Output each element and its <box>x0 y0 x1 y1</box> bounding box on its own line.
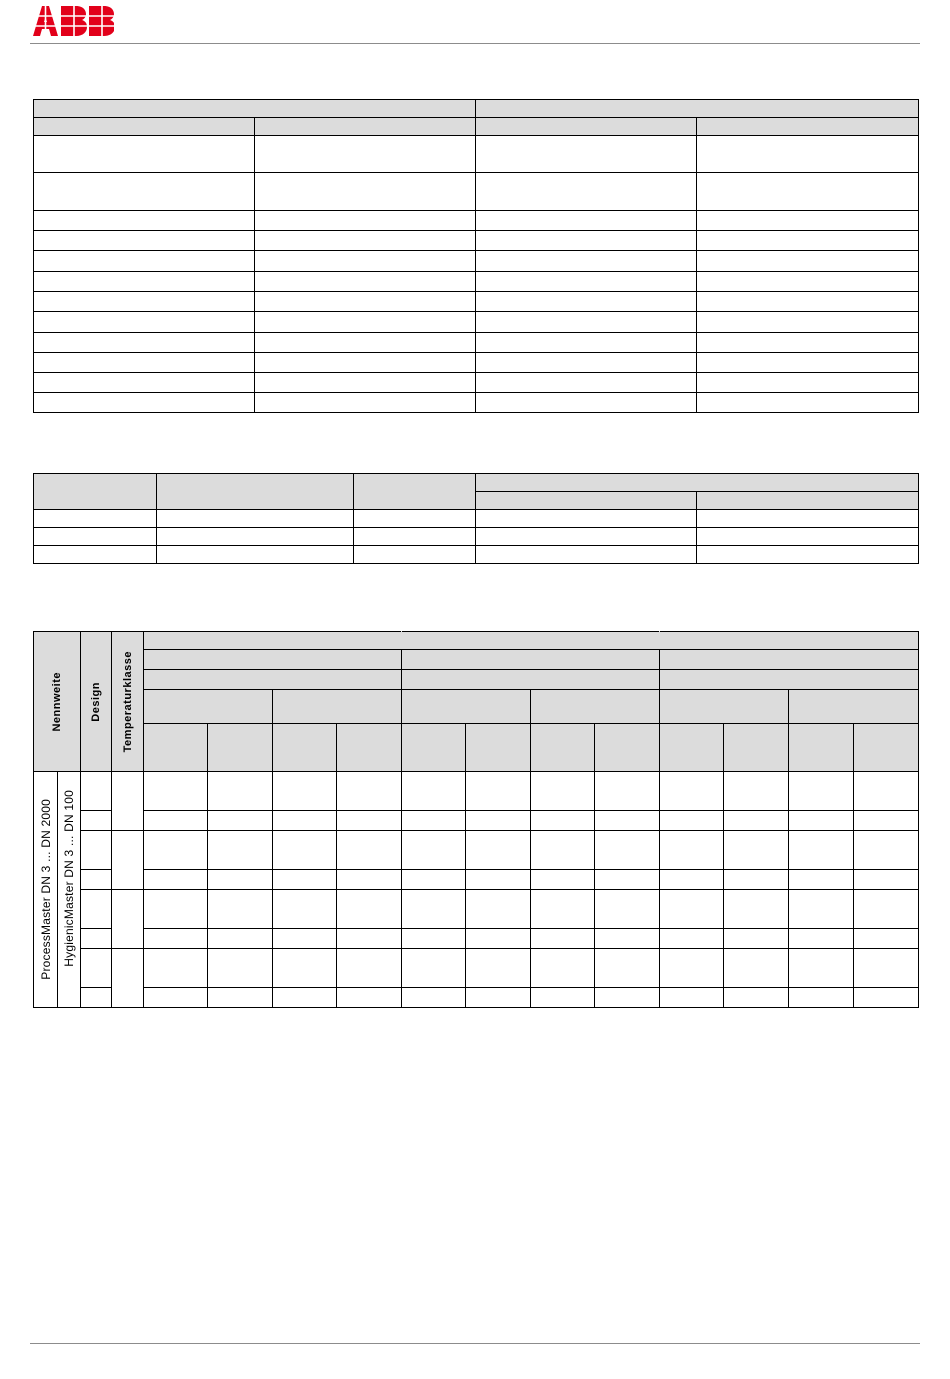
abb-logo <box>32 4 114 38</box>
header-nennweite <box>34 632 81 772</box>
table-row <box>34 333 919 353</box>
table-row <box>34 251 919 272</box>
header-cell <box>476 492 697 510</box>
table-row <box>34 890 919 929</box>
table-3 <box>33 631 919 1008</box>
table-row <box>34 870 919 890</box>
table-row <box>34 272 919 292</box>
header-cell <box>697 492 919 510</box>
table-row <box>34 173 919 211</box>
table-row <box>34 510 919 528</box>
table-row <box>34 373 919 393</box>
header-nennweite-label: Nennweite <box>51 671 63 732</box>
table-2 <box>33 473 919 564</box>
table-row <box>34 312 919 333</box>
hygienicmaster-label: HygienicMaster DN 3 ... DN 100 <box>62 790 76 967</box>
table-row <box>34 528 919 546</box>
table-row <box>34 393 919 413</box>
table-row <box>34 949 919 988</box>
footer-rule <box>30 1343 920 1344</box>
row-label-processmaster <box>34 772 58 1008</box>
processmaster-label: ProcessMaster DN 3 ... DN 2000 <box>38 799 53 980</box>
header-cell <box>34 474 157 510</box>
table-row <box>34 988 919 1008</box>
header-cell <box>697 118 919 136</box>
table-row <box>34 831 919 870</box>
header-cell <box>476 474 919 492</box>
table-row <box>34 811 919 831</box>
table-row <box>34 546 919 564</box>
row-label-hygienicmaster <box>58 772 81 1008</box>
table-row <box>34 929 919 949</box>
table-1 <box>33 99 919 413</box>
header-cell <box>34 100 476 118</box>
header-cell <box>157 474 354 510</box>
header-temperaturklasse <box>112 632 144 772</box>
header-cell <box>255 118 476 136</box>
table-row <box>34 136 919 173</box>
table-row <box>34 231 919 251</box>
header-temperaturklasse-label: Temperaturklasse <box>121 650 134 753</box>
header-cell <box>34 118 255 136</box>
table-row <box>34 292 919 312</box>
header-cell <box>476 118 697 136</box>
table-row <box>34 211 919 231</box>
table-row <box>34 353 919 373</box>
header-design-label: Design <box>90 681 102 722</box>
table-row <box>34 772 919 811</box>
header-cell <box>354 474 476 510</box>
header-cell <box>476 100 919 118</box>
header-rule <box>30 43 920 44</box>
header-design <box>81 632 112 772</box>
